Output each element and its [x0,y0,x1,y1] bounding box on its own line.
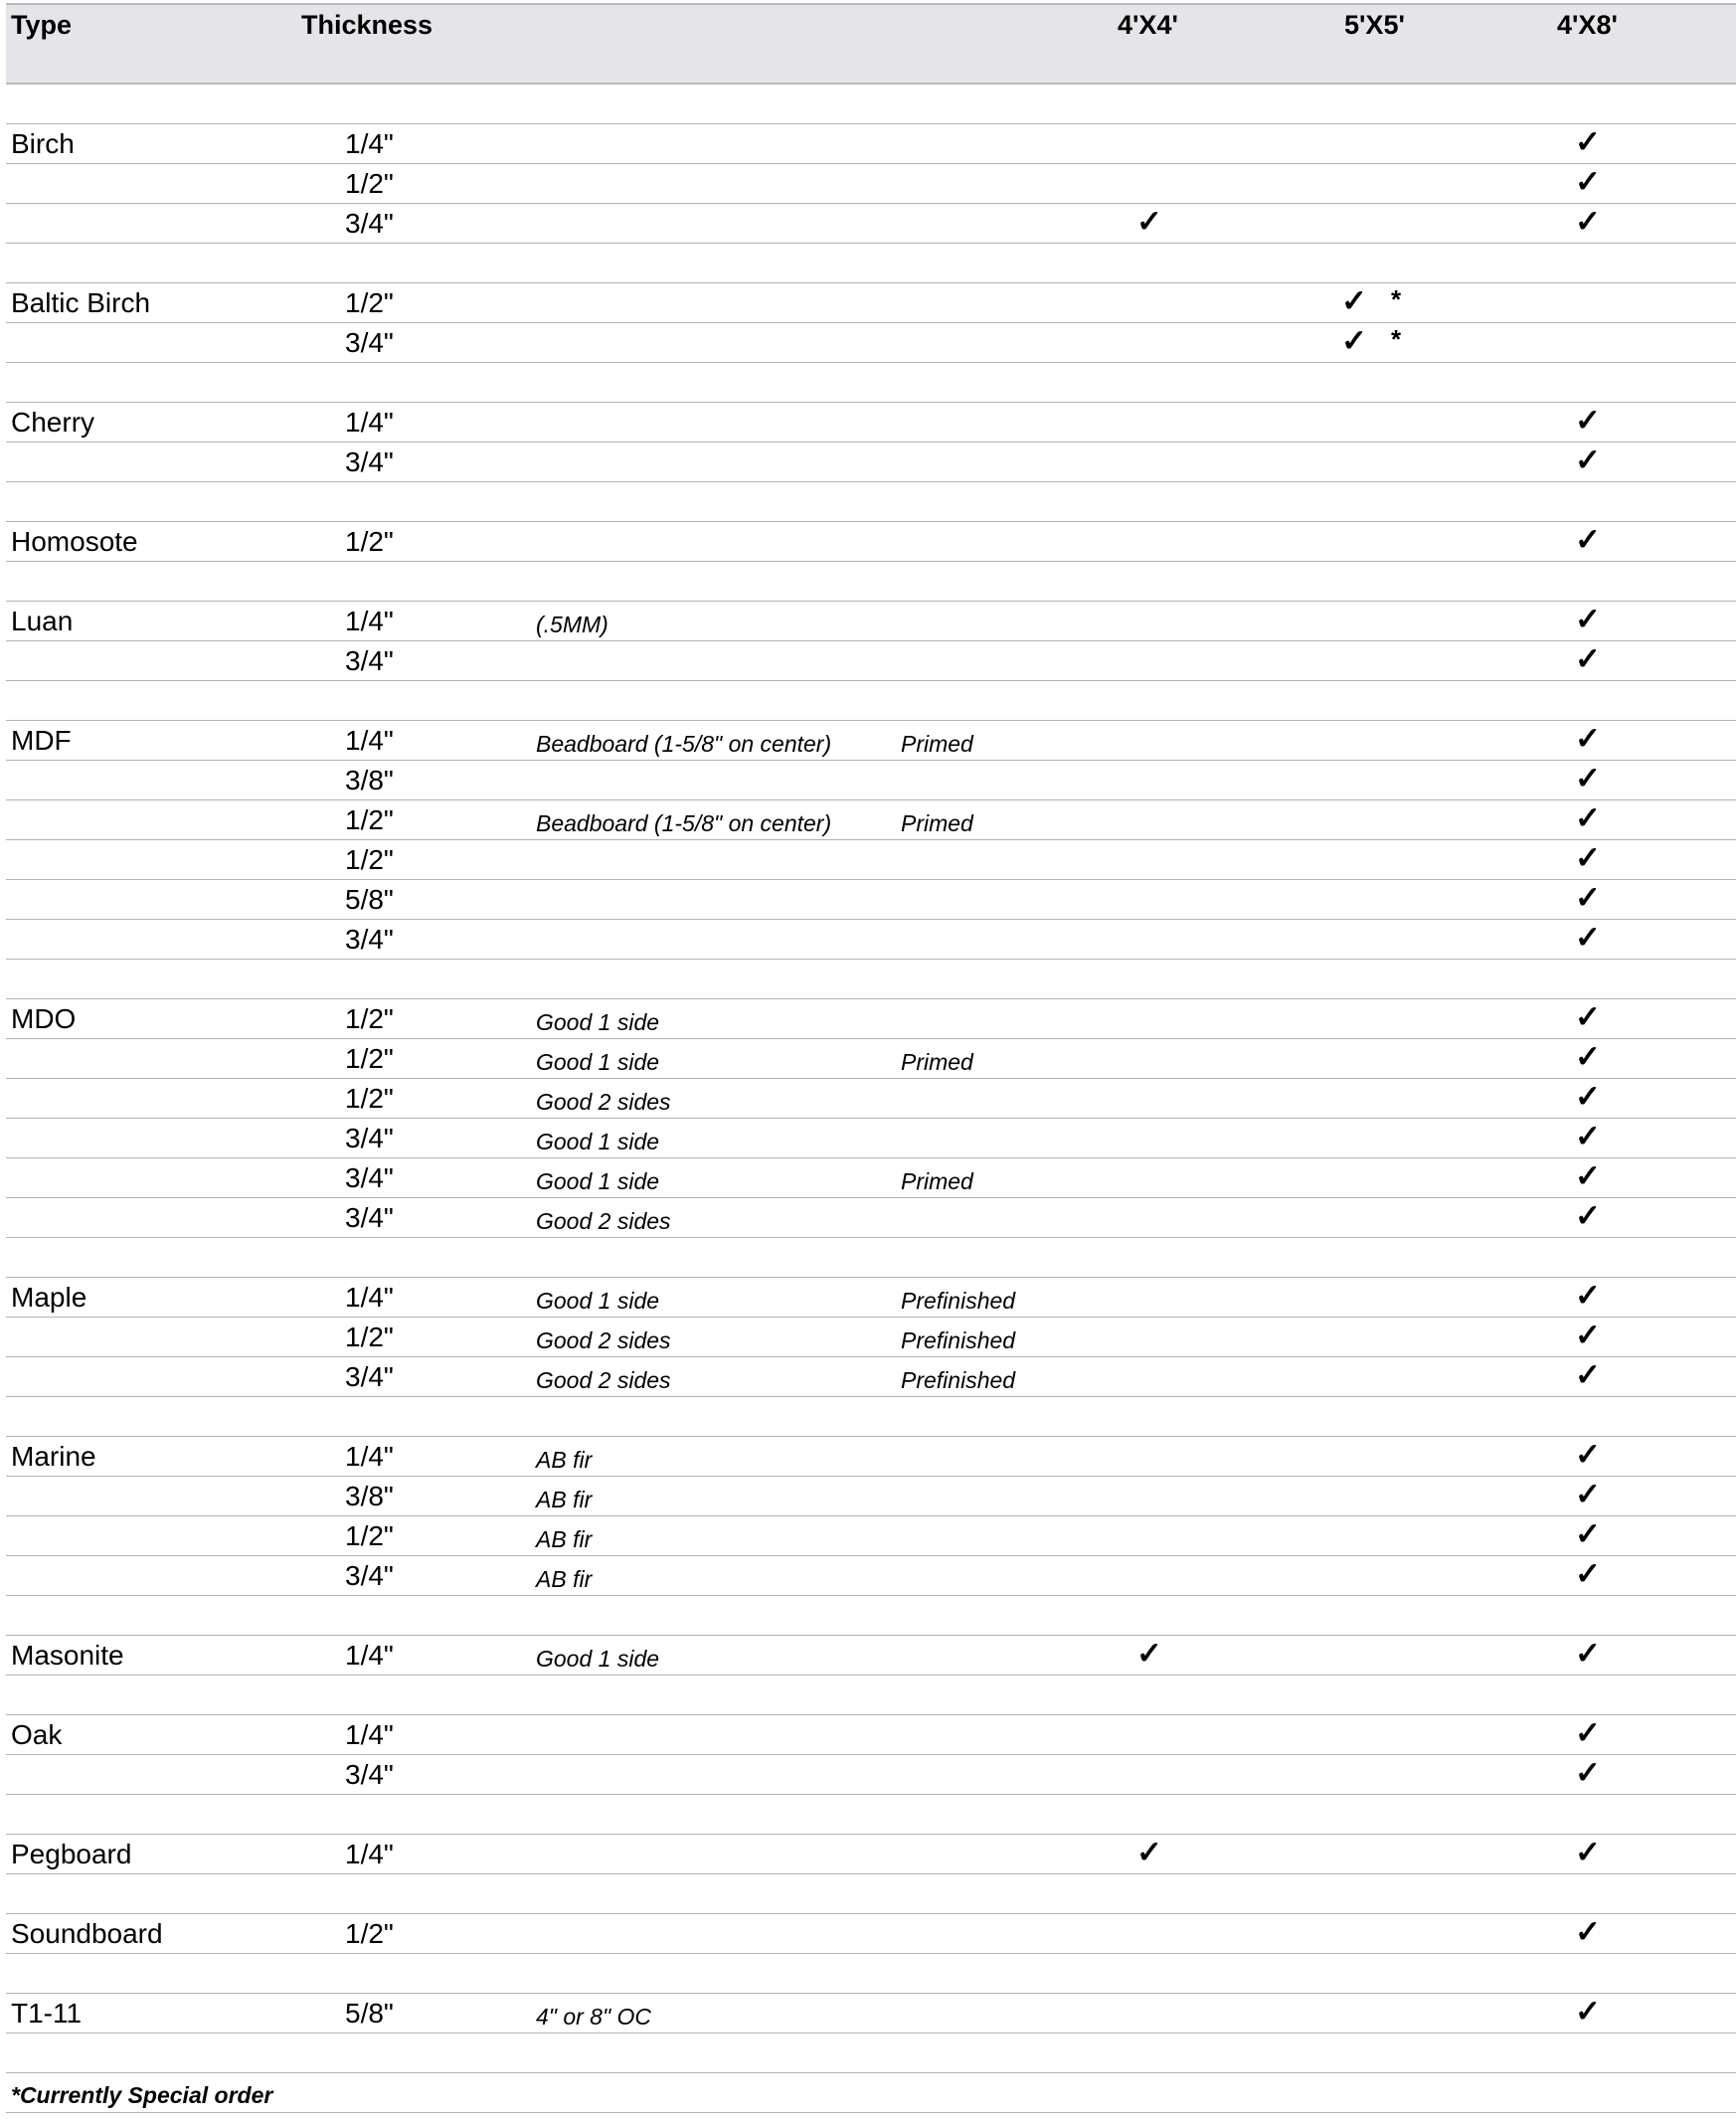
table-row [6,1278,1736,1318]
check-icon: ✓ [1575,403,1601,438]
check-icon: ✓ [1575,1516,1601,1551]
check-icon: ✓ [1575,1636,1601,1671]
table-row [6,920,1736,960]
table-row [6,442,1736,482]
thickness-cell: 1/2" [345,1083,394,1114]
footnote-row [6,2073,1736,2113]
spacer-row [6,960,1736,999]
header-type: Type [11,10,73,40]
spacer-row [6,1874,1736,1914]
check-icon: ✓ [1575,1715,1601,1750]
table-row [6,1516,1736,1556]
thickness-cell: 1/2" [345,1520,394,1551]
thickness-cell: 1/4" [345,725,394,756]
type-cell: Maple [11,1282,87,1313]
description-cell: AB fir [536,1566,593,1592]
thickness-cell: 1/2" [345,1322,394,1352]
table-row [6,1039,1736,1079]
check-icon: ✓ [1575,164,1601,199]
description-cell: Good 1 side [536,1009,660,1035]
table-body [6,85,1736,2113]
check-icon: ✓ [1575,721,1601,756]
thickness-cell: 3/4" [345,327,394,358]
table-row [6,1318,1736,1357]
table-row [6,1755,1736,1795]
table-row [6,1198,1736,1238]
header-size-4x8: 4'X8' [1557,10,1618,40]
thickness-cell: 1/2" [345,804,394,835]
spacer-row [6,244,1736,283]
table-row [6,1437,1736,1477]
spacer-row [6,85,1736,124]
finish-cell: Primed [901,1168,973,1194]
table-row [6,1715,1736,1755]
description-cell: Good 1 side [536,1129,660,1154]
thickness-cell: 1/4" [345,606,394,636]
spacer-row [6,1795,1736,1835]
footnote: *Currently Special order [11,2082,273,2108]
check-icon: ✓ [1575,1357,1601,1392]
description-cell: 4" or 8" OC [536,2004,652,2030]
description-cell: Good 1 side [536,1288,660,1314]
type-cell: MDF [11,725,72,756]
type-cell: Luan [11,606,74,636]
table-row [6,1119,1736,1158]
check-icon: ✓ [1575,1318,1601,1352]
check-icon: ✓ [1575,442,1601,477]
thickness-cell: 3/8" [345,1481,394,1511]
finish-cell: Prefinished [901,1288,1016,1314]
table-row [6,1636,1736,1676]
thickness-cell: 1/4" [345,128,394,159]
type-cell: Homosote [11,526,138,557]
check-icon: ✓ [1575,761,1601,795]
thickness-cell: 3/4" [345,1560,394,1591]
plywood-table [6,3,1736,2113]
check-icon: ✓ [1575,1278,1601,1313]
check-icon: ✓ [1575,641,1601,676]
description-cell: Good 2 sides [536,1327,671,1353]
thickness-cell: 1/2" [345,287,394,318]
thickness-cell: 1/4" [345,407,394,438]
check-icon: ✓ [1575,1994,1601,2029]
spacer-row [6,1397,1736,1437]
finish-cell: Primed [901,810,973,836]
thickness-cell: 3/8" [345,765,394,795]
check-icon: ✓ [1136,1636,1162,1671]
spacer-row [6,562,1736,602]
special-order-marker: * [1391,324,1402,354]
thickness-cell: 5/8" [345,1998,394,2029]
thickness-cell: 1/2" [345,844,394,875]
description-cell: Good 1 side [536,1646,660,1672]
check-icon: ✓ [1575,1755,1601,1790]
thickness-cell: 1/4" [345,1441,394,1472]
check-icon: ✓ [1575,1914,1601,1949]
type-cell: Oak [11,1719,63,1750]
table-row [6,124,1736,164]
type-cell: Cherry [11,407,95,438]
thickness-cell: 1/4" [345,1719,394,1750]
type-cell: Marine [11,1441,96,1472]
thickness-cell: 3/4" [345,446,394,477]
thickness-cell: 3/4" [345,208,394,239]
check-icon: ✓ [1575,1198,1601,1233]
description-cell: Good 1 side [536,1168,660,1194]
spacer-row [6,681,1736,721]
finish-cell: Prefinished [901,1367,1016,1393]
description-cell: AB fir [536,1447,593,1473]
check-icon: ✓ [1575,1039,1601,1074]
header-size-5x5: 5'X5' [1344,10,1405,40]
thickness-cell: 1/2" [345,526,394,557]
check-icon: ✓ [1341,283,1367,318]
table-row [6,1994,1736,2033]
check-icon: ✓ [1575,880,1601,915]
thickness-cell: 1/2" [345,1003,394,1034]
thickness-cell: 3/4" [345,645,394,676]
check-icon: ✓ [1136,1835,1162,1869]
finish-cell: Primed [901,731,973,757]
check-icon: ✓ [1575,522,1601,557]
spacer-row [6,1954,1736,1994]
thickness-cell: 3/4" [345,1202,394,1233]
table-row [6,1477,1736,1516]
table-row [6,999,1736,1039]
type-cell: Pegboard [11,1839,132,1869]
spacer-row [6,2033,1736,2073]
thickness-cell: 1/2" [345,1918,394,1949]
check-icon: ✓ [1575,204,1601,239]
header-thickness: Thickness [301,10,434,40]
table-row [6,323,1736,363]
table-row [6,880,1736,920]
check-icon: ✓ [1575,1437,1601,1472]
thickness-cell: 1/4" [345,1839,394,1869]
check-icon: ✓ [1575,800,1601,835]
check-icon: ✓ [1341,323,1367,358]
type-cell: Soundboard [11,1918,163,1949]
description-cell: Beadboard (1-5/8" on center) [536,731,832,757]
table-header [6,3,1736,85]
thickness-cell: 1/2" [345,168,394,199]
table-row [6,840,1736,880]
check-icon: ✓ [1575,124,1601,159]
description-cell: Good 1 side [536,1049,660,1075]
description-cell: AB fir [536,1487,593,1512]
thickness-cell: 1/4" [345,1282,394,1313]
thickness-cell: 1/4" [345,1640,394,1671]
spacer-row [6,1676,1736,1715]
type-cell: Birch [11,128,75,159]
check-icon: ✓ [1575,1556,1601,1591]
table-row [6,1357,1736,1397]
description-cell: Good 2 sides [536,1208,671,1234]
thickness-cell: 1/2" [345,1043,394,1074]
finish-cell: Primed [901,1049,973,1075]
thickness-cell: 3/4" [345,924,394,955]
type-cell: Masonite [11,1640,124,1671]
table-row [6,164,1736,204]
type-cell: T1-11 [11,1998,83,2029]
table-row [6,522,1736,562]
spacer-row [6,1238,1736,1278]
finish-cell: Prefinished [901,1327,1016,1353]
check-icon: ✓ [1575,1477,1601,1511]
thickness-cell: 3/4" [345,1361,394,1392]
thickness-cell: 3/4" [345,1759,394,1790]
header-size-4x4: 4'X4' [1118,10,1178,40]
check-icon: ✓ [1575,999,1601,1034]
check-icon: ✓ [1575,1158,1601,1193]
table-row [6,1556,1736,1596]
check-icon: ✓ [1575,602,1601,636]
thickness-cell: 3/4" [345,1162,394,1193]
description-cell: Good 2 sides [536,1367,671,1393]
description-cell: Beadboard (1-5/8" on center) [536,810,832,836]
check-icon: ✓ [1575,1835,1601,1869]
description-cell: AB fir [536,1526,593,1552]
description-cell: (.5MM) [536,612,608,637]
spacer-row [6,482,1736,522]
thickness-cell: 5/8" [345,884,394,915]
thickness-cell: 3/4" [345,1123,394,1153]
table-row [6,721,1736,761]
table-row [6,800,1736,840]
table-row [6,283,1736,323]
check-icon: ✓ [1575,920,1601,955]
table-row [6,403,1736,442]
check-icon: ✓ [1575,1079,1601,1114]
type-cell: Baltic Birch [11,287,151,318]
special-order-marker: * [1391,284,1402,314]
check-icon: ✓ [1575,1119,1601,1153]
table-row [6,1079,1736,1119]
table-row [6,1914,1736,1954]
type-cell: MDO [11,1003,77,1034]
check-icon: ✓ [1136,204,1162,239]
spacer-row [6,363,1736,403]
check-icon: ✓ [1575,840,1601,875]
table-row [6,641,1736,681]
description-cell: Good 2 sides [536,1089,671,1115]
table-row [6,602,1736,641]
table-row [6,1835,1736,1874]
spacer-row [6,1596,1736,1636]
table-row [6,761,1736,800]
table-row [6,1158,1736,1198]
table-row [6,204,1736,244]
